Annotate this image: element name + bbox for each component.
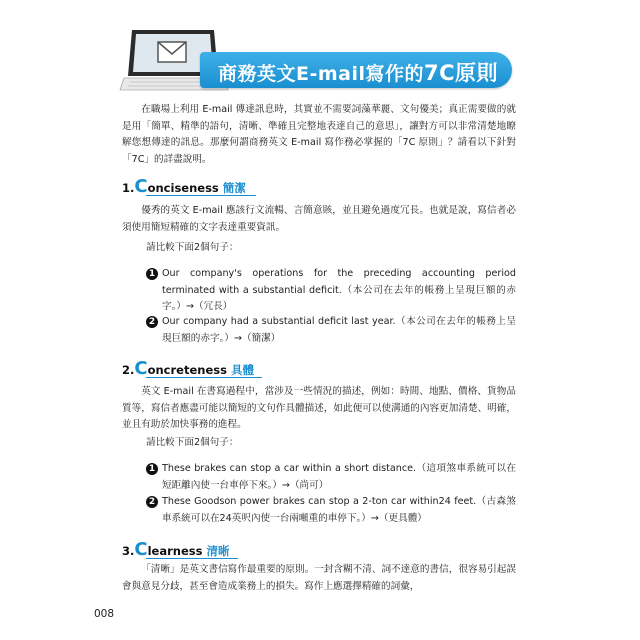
example-item bbox=[146, 494, 516, 527]
page-title bbox=[218, 57, 512, 87]
section-zh: 清晰 bbox=[206, 544, 230, 558]
example-item bbox=[146, 266, 516, 316]
section-heading-clearness bbox=[122, 539, 229, 559]
example-text: Our company's operations for the preceding accounting period terminated with a substantial deficit.（本公司在去年的帳務上呈現巨額的赤字。）→（冗長） bbox=[162, 268, 516, 312]
section-paragraph: 「清晰」是英文書信寫作最重要的原則。一封含糊不清、詞不達意的書信，很容易引起誤會與意見分歧，甚至會造成業務上的損失。寫作上應選擇精確的詞彙， bbox=[122, 564, 516, 592]
section-paragraph: 英文 E-mail 在書寫過程中，當涉及一些情況的描述，例如：時間、地點、價格、貨物品質等，寫信者應盡可能以簡短的文句作具體描述，如此便可以使溝通的內容更加清楚、明確，並且有助於加快事務的進程。 bbox=[122, 386, 516, 430]
example-text: Our company had a substantial deficit last year.（本公司在去年的帳務上呈現巨額的赤字。）→（簡潔） bbox=[162, 316, 516, 344]
section-cap-letter: C bbox=[134, 176, 148, 197]
heading-underline bbox=[146, 195, 256, 196]
heading-underline bbox=[146, 558, 238, 559]
number-badge: 1 bbox=[146, 463, 158, 475]
heading-underline bbox=[146, 377, 262, 378]
section-heading-concreteness bbox=[122, 358, 254, 378]
page-number: 008 bbox=[94, 608, 115, 620]
section-cap-letter: C bbox=[134, 358, 148, 379]
section-zh: 具體 bbox=[230, 363, 254, 377]
section-paragraph: 優秀的英文 E-mail 應該行文流暢、言簡意賅，並且避免過度冗長。也就是說，寫信者必須使用簡短精確的文字表達重要資訊。 bbox=[122, 205, 516, 233]
section-cap-letter: C bbox=[134, 539, 148, 560]
section-number: 1. bbox=[122, 181, 135, 195]
section-zh: 簡潔 bbox=[222, 181, 246, 195]
example-item bbox=[146, 461, 516, 494]
section-number: 2. bbox=[122, 363, 135, 377]
title-accent: 7C原則 bbox=[424, 61, 499, 85]
section-name: learness bbox=[147, 544, 203, 558]
section-name: onciseness bbox=[147, 181, 219, 195]
section-number: 3. bbox=[122, 544, 135, 558]
section-heading-conciseness bbox=[122, 176, 246, 196]
example-text: These brakes can stop a car within a short distance.（這項煞車系統可以在短距離內使一台車停下來。）→（尚可） bbox=[162, 463, 516, 491]
number-badge: 2 bbox=[146, 316, 158, 328]
title-banner bbox=[200, 52, 512, 88]
intro-paragraph: 在職場上利用 E-mail 傳達訊息時，其實並不需要詞藻華麗、文句優美；真正需要做的就是用「簡單、精準的語句，清晰、準確且完整地表達自己的意思」，讓對方可以非常清楚地瞭解您想傳達的訊息。那麼何謂商務英文 E-mail 寫作務必掌握的「7C 原則」？請看以下針對「7C」的詳盡說明。 bbox=[122, 104, 516, 165]
compare-label: 請比較下面2個句子： bbox=[146, 242, 239, 253]
example-text: These Goodson power brakes can stop a 2-ton car within24 feet.（古森煞車系統可以在24英呎內使一台兩噸重的車停下。）→（更具體） bbox=[162, 496, 516, 524]
number-badge: 2 bbox=[146, 496, 158, 508]
number-badge: 1 bbox=[146, 268, 158, 280]
section-name: oncreteness bbox=[147, 363, 227, 377]
title-main: 商務英文E-mail寫作的 bbox=[218, 63, 425, 85]
example-item bbox=[146, 314, 516, 347]
compare-label: 請比較下面2個句子： bbox=[146, 437, 239, 448]
